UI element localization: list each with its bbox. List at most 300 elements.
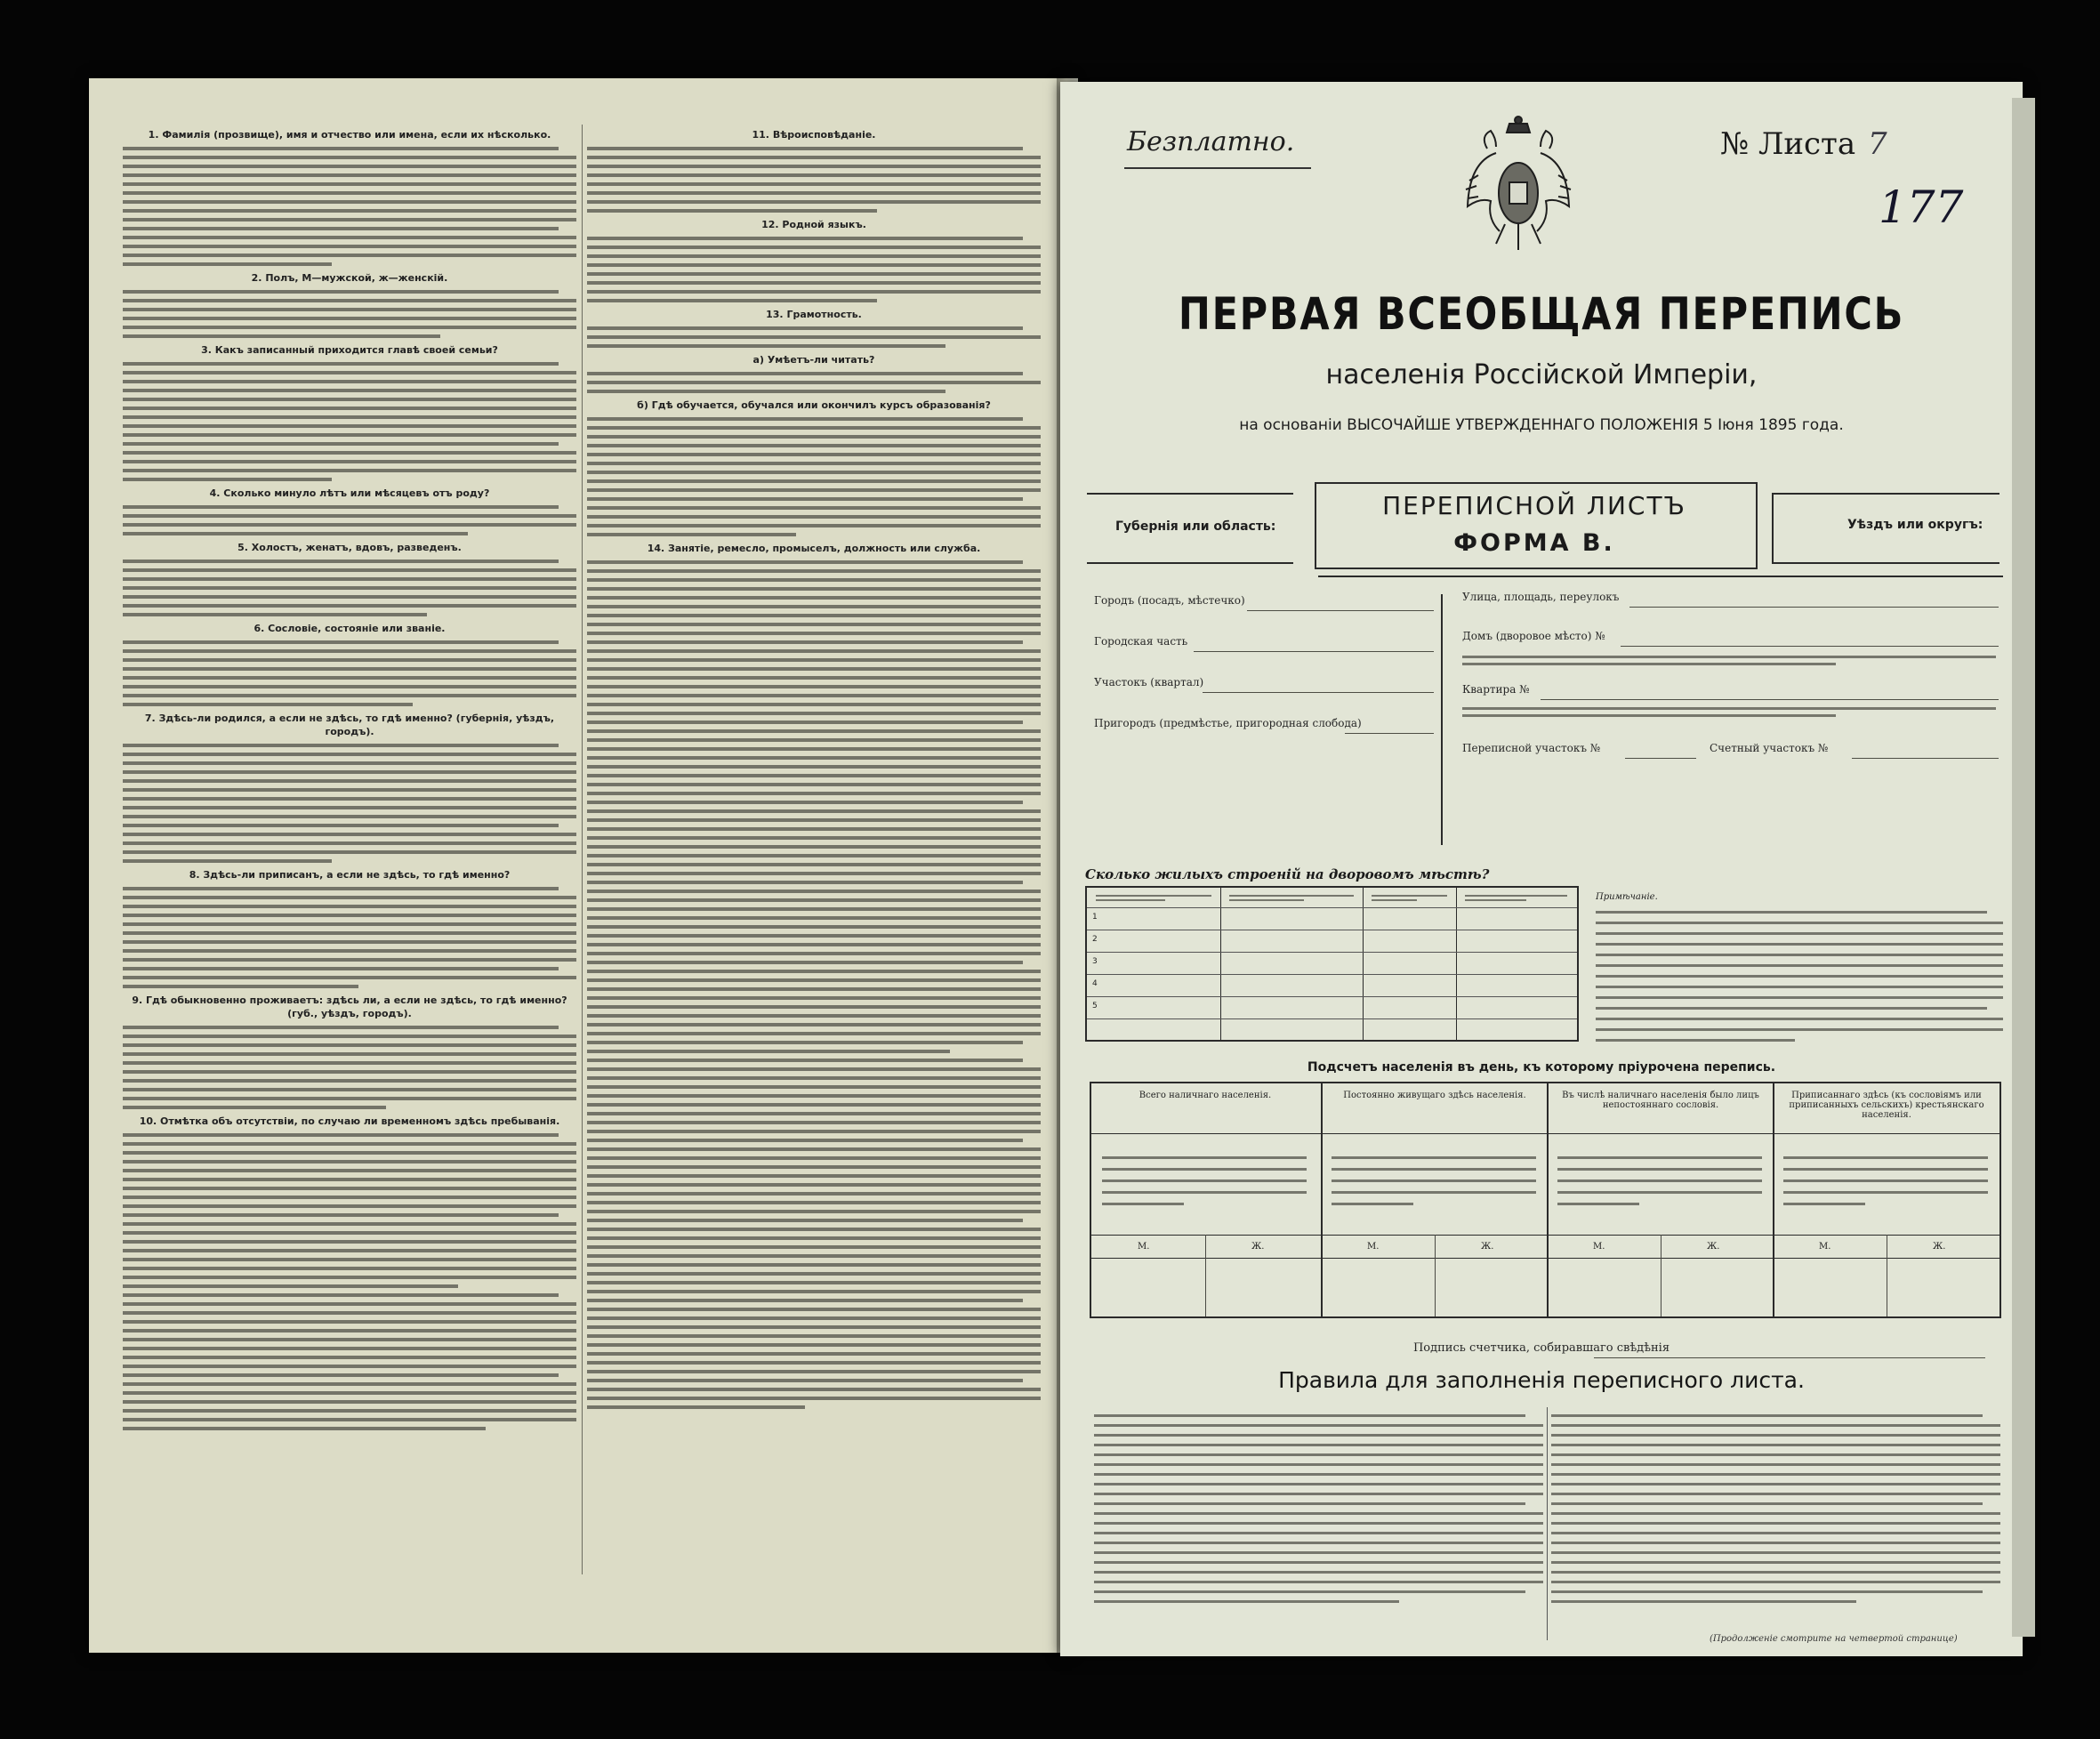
fine-print-line — [1094, 1512, 1543, 1515]
table-hline — [1087, 907, 1577, 908]
fine-print-line — [123, 806, 576, 809]
sheet-number-label: № Листа — [1720, 126, 1856, 162]
fine-print-line — [123, 398, 576, 401]
buildings-table — [1085, 886, 1579, 1042]
fine-print-line — [123, 182, 576, 186]
fine-print-line — [123, 1409, 576, 1413]
fine-print-line — [123, 433, 576, 437]
fine-print-line — [1551, 1463, 2000, 1466]
fine-print-line — [587, 1085, 1041, 1089]
fine-print-line — [123, 191, 576, 195]
fine-print-line — [587, 640, 1023, 644]
fine-print-line — [123, 568, 576, 572]
fine-print-line — [587, 694, 1041, 697]
fine-print-line — [587, 1041, 1023, 1044]
fine-print-line — [123, 451, 576, 455]
fine-print-block — [123, 887, 576, 988]
fine-print-line — [123, 761, 576, 765]
fine-print-line — [1094, 1522, 1543, 1525]
fine-print-block — [587, 417, 1041, 536]
fine-print-line — [123, 1151, 576, 1155]
fine-print-line — [587, 1023, 1041, 1026]
fine-print-line — [1596, 1007, 1987, 1010]
row-number: 5 — [1092, 1002, 1098, 1010]
fine-print-line — [123, 676, 576, 680]
fine-print-line — [587, 1299, 1023, 1302]
fine-print-line — [587, 299, 877, 302]
fine-print-line — [1596, 986, 2003, 988]
count-column-instructions — [1557, 1147, 1762, 1214]
apartment-note — [1462, 703, 1996, 721]
fine-print-line — [587, 344, 945, 348]
fine-print-line — [123, 649, 576, 653]
fine-print-block — [123, 1026, 576, 1109]
fine-print-line — [123, 604, 576, 608]
fine-print-line — [587, 462, 1041, 465]
fine-print-line — [1094, 1532, 1543, 1534]
fine-print-line — [123, 1196, 576, 1199]
fine-print-block — [1551, 1414, 2000, 1603]
fine-print-line — [587, 1067, 1041, 1071]
house-note — [1462, 651, 1996, 670]
fine-print-line — [587, 326, 1023, 330]
fine-print-line — [1551, 1571, 2000, 1574]
field-precinct-line — [1203, 692, 1434, 693]
fine-print-line — [123, 976, 576, 979]
fine-print-line — [123, 1142, 576, 1146]
fine-print-line — [1094, 1542, 1543, 1544]
fine-print-line — [123, 1311, 576, 1315]
fine-print-line — [123, 1133, 559, 1137]
fine-print-line — [123, 173, 576, 177]
fine-print-line — [1596, 922, 2003, 924]
right-page — [1060, 82, 2023, 1656]
fine-print-line — [123, 389, 576, 392]
free-label-underline — [1124, 167, 1311, 169]
fine-print-line — [1229, 899, 1304, 901]
fine-print-line — [123, 200, 576, 204]
fine-print-line — [123, 156, 576, 159]
fine-print-line — [1596, 964, 2003, 967]
fine-print-line — [1462, 656, 1996, 658]
table-hline — [1087, 952, 1577, 953]
fine-print-line — [587, 1014, 1041, 1018]
fine-print-line — [587, 587, 1041, 591]
fine-print-line — [587, 263, 1041, 267]
section-heading: 2. Полъ, М—мужской, ж—женскій. — [251, 272, 448, 284]
fine-print-line — [587, 890, 1041, 893]
fine-print-line — [587, 1316, 1041, 1320]
fine-print-line — [123, 1258, 576, 1261]
table-header-text — [1096, 892, 1211, 904]
female-label: Ж. — [1251, 1242, 1265, 1252]
row-number: 1 — [1092, 913, 1098, 922]
fine-print-line — [1596, 1018, 2003, 1020]
field-house: Домъ (дворовое мѣсто) № — [1462, 630, 1605, 642]
continued-note: (Продолженіе смотрите на четвертой странице) — [1710, 1634, 1958, 1644]
field-counting-precinct: Счетный участокъ № — [1710, 742, 1829, 754]
fine-print-line — [123, 850, 576, 854]
fine-print-line — [123, 744, 559, 747]
fine-print-line — [1094, 1473, 1543, 1476]
fine-print-line — [123, 1231, 576, 1235]
left-column-2 — [587, 125, 1041, 1583]
fine-print-line — [587, 1147, 1041, 1151]
fine-print-line — [123, 1169, 576, 1172]
fine-print-line — [123, 1329, 576, 1332]
signature-underline — [1594, 1357, 1985, 1358]
fine-print-line — [123, 505, 559, 509]
fine-print-line — [123, 1222, 576, 1226]
fine-print-line — [123, 469, 576, 472]
fine-print-line — [123, 914, 576, 917]
fine-print-line — [587, 1219, 1023, 1222]
fine-print-line — [587, 1183, 1041, 1187]
fine-print-line — [1551, 1590, 1983, 1593]
fine-print-line — [587, 614, 1041, 617]
fine-print-line — [587, 1245, 1041, 1249]
fine-print-line — [587, 1103, 1041, 1107]
fine-print-line — [587, 703, 1041, 706]
left-column-1 — [123, 125, 576, 1583]
fine-print-line — [123, 299, 576, 302]
section-heading: 10. Отмѣтка объ отсутствіи, по случаю ли временномъ здѣсь пребыванія. — [139, 1115, 560, 1127]
fine-print-line — [587, 156, 1041, 159]
fine-print-line — [587, 381, 1041, 384]
fine-print-block — [1094, 1414, 1543, 1603]
fine-print-line — [1332, 1156, 1536, 1159]
fine-print-line — [587, 747, 1041, 751]
fine-print-line — [587, 978, 1041, 982]
count-column-header: Въ числѣ наличнаго населенія было лицъ непостояннаго сословія. — [1562, 1091, 1759, 1110]
imperial-eagle-emblem — [1460, 113, 1576, 264]
fine-print-line — [123, 1347, 576, 1350]
fine-print-line — [587, 818, 1041, 822]
fine-print-line — [123, 1026, 559, 1029]
male-label: М. — [1138, 1242, 1150, 1252]
table-hline — [1087, 1018, 1577, 1019]
fine-print-line — [587, 1121, 1041, 1124]
fine-print-line — [587, 605, 1041, 608]
section-heading: 8. Здѣсь-ли приписанъ, а если не здѣсь, то гдѣ именно? — [189, 869, 511, 881]
fine-print-line — [1551, 1483, 2000, 1485]
section-heading: 3. Какъ записанный приходится главѣ своей семьи? — [201, 344, 498, 356]
count-column-header: Всего наличнаго населенія. — [1139, 1091, 1272, 1100]
fine-print-line — [1551, 1522, 2000, 1525]
table-hline — [1091, 1258, 1999, 1259]
fine-print-line — [587, 165, 1041, 168]
fine-print-line — [587, 1139, 1023, 1142]
fine-print-line — [1102, 1168, 1307, 1171]
table-hline — [1087, 996, 1577, 997]
fine-print-line — [123, 1052, 576, 1056]
fine-print-line — [1551, 1424, 2000, 1427]
fine-print-block — [1596, 911, 2003, 1042]
fine-print-line — [123, 640, 559, 644]
fine-print-line — [1596, 911, 1987, 914]
row-number: 4 — [1092, 979, 1098, 988]
fine-print-line — [123, 922, 576, 926]
fine-print-line — [587, 1281, 1041, 1284]
fine-print-line — [587, 1254, 1041, 1258]
fine-print-line — [1094, 1463, 1543, 1466]
fine-print-line — [587, 1397, 1041, 1400]
fine-print-block — [587, 326, 1041, 348]
fine-print-line — [587, 1228, 1041, 1231]
fine-print-line — [123, 685, 576, 688]
fine-print-line — [587, 209, 877, 213]
fine-print-line — [587, 738, 1041, 742]
fine-print-line — [587, 792, 1041, 795]
rules-title: Правила для заполненія переписного листа. — [1278, 1367, 1805, 1393]
fine-print-line — [123, 218, 576, 221]
fine-print-line — [587, 1032, 1041, 1035]
fine-print-line — [123, 1213, 559, 1217]
fine-print-line — [1372, 899, 1417, 901]
form-title: ПЕРЕПИСНОЙ ЛИСТЪ — [1382, 491, 1686, 520]
fine-print-line — [587, 1130, 1041, 1133]
fine-print-line — [587, 254, 1041, 258]
fine-print-line — [587, 1325, 1041, 1329]
note-block — [1596, 886, 2003, 1050]
fine-print-line — [123, 815, 576, 818]
fine-print-line — [587, 1343, 1041, 1347]
fine-print-line — [1465, 899, 1526, 901]
fine-print-line — [123, 1160, 576, 1163]
fine-print-line — [1551, 1493, 2000, 1495]
fine-print-line — [587, 335, 1041, 339]
fine-print-line — [587, 453, 1041, 456]
fine-print-line — [123, 1302, 576, 1306]
field-counting-precinct-line — [1852, 758, 1999, 759]
fine-print-line — [587, 961, 1023, 964]
fine-print-line — [123, 1043, 576, 1047]
fine-print-line — [123, 985, 358, 988]
table-vline — [1205, 1235, 1206, 1316]
fine-print-line — [123, 859, 332, 863]
fine-print-line — [123, 254, 576, 257]
fine-print-block — [123, 290, 576, 338]
fine-print-line — [123, 1284, 458, 1288]
fine-print-line — [587, 1156, 1041, 1160]
fine-print-line — [123, 824, 559, 827]
fine-print-line — [123, 227, 559, 230]
free-label: Безплатно. — [1127, 126, 1295, 157]
fine-print-line — [1551, 1502, 1983, 1505]
fine-print-line — [587, 970, 1041, 973]
field-apartment-line — [1541, 699, 1999, 700]
note-label: Примѣчаніе. — [1596, 892, 1658, 902]
field-apartment: Квартира № — [1462, 683, 1530, 696]
fine-print-line — [123, 753, 576, 756]
fine-print-line — [1557, 1156, 1762, 1159]
fine-print-line — [587, 281, 1041, 285]
fine-print-line — [1465, 895, 1567, 897]
fine-print-line — [587, 497, 1023, 501]
fine-print-block — [123, 1293, 576, 1430]
fine-print-line — [587, 1050, 950, 1053]
fine-print-line — [587, 1379, 1023, 1382]
page-edge — [2012, 98, 2035, 1637]
fine-print-line — [1094, 1493, 1543, 1495]
field-city-part: Городская часть — [1094, 635, 1188, 648]
field-town: Городъ (посадъ, мѣстечко) — [1094, 594, 1245, 607]
fine-print-line — [123, 209, 576, 213]
fine-print-line — [1551, 1444, 2000, 1446]
fine-print-line — [587, 444, 1041, 447]
section-heading: а) Умѣетъ-ли читать? — [752, 354, 875, 366]
fine-print-block — [587, 1059, 1041, 1409]
fine-print-line — [1462, 714, 1836, 717]
fine-print-line — [587, 1236, 1041, 1240]
district-label: Уѣздъ или округъ: — [1847, 518, 1983, 532]
fine-print-line — [587, 596, 1041, 600]
table-header-text — [1465, 892, 1567, 904]
fine-print-line — [587, 1334, 1041, 1338]
fine-print-line — [123, 147, 559, 150]
fine-print-line — [1094, 1571, 1543, 1574]
field-precinct: Участокъ (квартал) — [1094, 676, 1204, 688]
fine-print-line — [1102, 1179, 1307, 1182]
fine-print-line — [1094, 1590, 1525, 1593]
fine-print-line — [1596, 932, 2003, 935]
fine-print-line — [123, 1267, 576, 1270]
fine-print-block — [123, 147, 576, 266]
fine-print-line — [1783, 1191, 1988, 1194]
rules-column-1 — [1094, 1407, 1543, 1610]
fine-print-line — [1783, 1179, 1988, 1182]
field-census-precinct: Переписной участокъ № — [1462, 742, 1601, 754]
fine-print-line — [587, 898, 1041, 902]
population-count-table — [1090, 1082, 2001, 1318]
fine-print-line — [123, 415, 576, 419]
fine-print-line — [1094, 1581, 1543, 1583]
fine-print-line — [1094, 1414, 1525, 1417]
fine-print-line — [1596, 954, 2003, 956]
count-column-header: Приписаннаго здѣсь (къ сословіямъ или приписанныхъ сельскихъ) крестьянскаго населенія. — [1789, 1091, 1984, 1120]
fine-print-line — [123, 1204, 576, 1208]
fine-print-line — [123, 407, 576, 410]
fine-print-line — [587, 1059, 1023, 1062]
fine-print-line — [587, 712, 1041, 715]
fine-print-line — [123, 334, 440, 338]
fine-print-line — [1551, 1414, 1983, 1417]
fine-print-line — [1557, 1179, 1762, 1182]
table-vline — [1220, 888, 1221, 1040]
fine-print-line — [123, 779, 576, 783]
fine-print-line — [123, 326, 576, 329]
count-column-instructions — [1783, 1147, 1988, 1214]
fine-print-line — [123, 262, 332, 266]
form-name: ФОРМА В. — [1453, 529, 1615, 557]
fine-print-line — [1462, 707, 1996, 710]
fine-print-block — [123, 560, 576, 616]
handwritten-number: 177 — [1879, 181, 1964, 233]
fine-print-line — [587, 506, 1041, 510]
fine-print-line — [1332, 1179, 1536, 1182]
section-heading: 6. Сословіе, состояніе или званіе. — [253, 623, 446, 634]
fine-print-line — [1783, 1168, 1988, 1171]
fine-print-line — [1332, 1203, 1413, 1205]
fine-print-line — [587, 1210, 1041, 1213]
fine-print-line — [587, 246, 1041, 249]
fine-print-line — [1557, 1203, 1639, 1205]
table-vline — [1363, 888, 1364, 1040]
fine-print-line — [1229, 895, 1354, 897]
fine-print-line — [123, 532, 468, 535]
fine-print-line — [587, 765, 1041, 769]
fine-print-line — [1094, 1453, 1543, 1456]
fine-print-line — [123, 1097, 576, 1100]
fine-print-line — [1094, 1502, 1525, 1505]
fine-print-line — [123, 1035, 576, 1038]
fine-print-line — [587, 533, 796, 536]
fine-print-line — [1094, 1444, 1543, 1446]
fine-print-line — [123, 896, 576, 899]
field-house-line — [1621, 646, 1999, 647]
fine-print-line — [587, 471, 1041, 474]
fine-print-block — [123, 1133, 576, 1288]
fine-print-line — [123, 797, 576, 801]
fine-print-line — [123, 658, 576, 662]
province-label: Губернія или область: — [1115, 519, 1276, 534]
section-heading: 12. Родной языкъ. — [761, 219, 866, 230]
fine-print-line — [587, 290, 1041, 294]
field-city-part-line — [1194, 651, 1434, 652]
fine-print-line — [587, 578, 1041, 582]
table-hline — [1091, 1133, 1999, 1134]
field-suburb-line — [1345, 733, 1434, 734]
section-heading: б) Гдѣ обучается, обучался или окончилъ курсъ образованія? — [637, 399, 991, 411]
field-town-line — [1247, 610, 1434, 611]
fine-print-line — [123, 165, 576, 168]
fine-print-line — [587, 836, 1041, 840]
fine-print-line — [587, 872, 1041, 875]
document-subtitle: населенія Россійской Имперіи, — [1325, 359, 1758, 390]
fine-print-line — [123, 1061, 576, 1065]
fine-print-line — [123, 967, 559, 970]
legal-basis-line: на основаніи ВЫСОЧАЙШЕ УТВЕРЖДЕННАГО ПОЛОЖЕНІЯ 5 Іюня 1895 года. — [1239, 416, 1844, 434]
count-column-header: Постоянно живущаго здѣсь населенія. — [1343, 1091, 1526, 1100]
table-vline — [1773, 1083, 1774, 1316]
fine-print-line — [1783, 1156, 1988, 1159]
fine-print-line — [587, 632, 1041, 635]
male-label: М. — [1819, 1242, 1831, 1252]
fine-print-line — [123, 595, 576, 599]
fine-print-line — [123, 478, 332, 481]
male-label: М. — [1367, 1242, 1380, 1252]
fine-print-line — [1551, 1473, 2000, 1476]
fine-print-line — [123, 613, 427, 616]
fine-print-line — [123, 703, 413, 706]
fine-print-line — [587, 809, 1041, 813]
fine-print-line — [1332, 1168, 1536, 1171]
column-divider — [582, 125, 583, 1574]
fine-print-line — [123, 1418, 576, 1421]
fine-print-line — [587, 1112, 1041, 1115]
fine-print-line — [1094, 1600, 1399, 1603]
fine-print-line — [123, 442, 559, 446]
fine-print-line — [123, 1293, 559, 1297]
fine-print-line — [123, 424, 576, 428]
fine-print-line — [1596, 996, 2003, 999]
fine-print-line — [123, 1088, 576, 1091]
fine-print-line — [587, 1308, 1041, 1311]
fine-print-line — [587, 1165, 1041, 1169]
sheet-number-value: 7 — [1868, 126, 1887, 162]
fine-print-line — [1551, 1453, 2000, 1456]
fine-print-line — [123, 1240, 576, 1244]
